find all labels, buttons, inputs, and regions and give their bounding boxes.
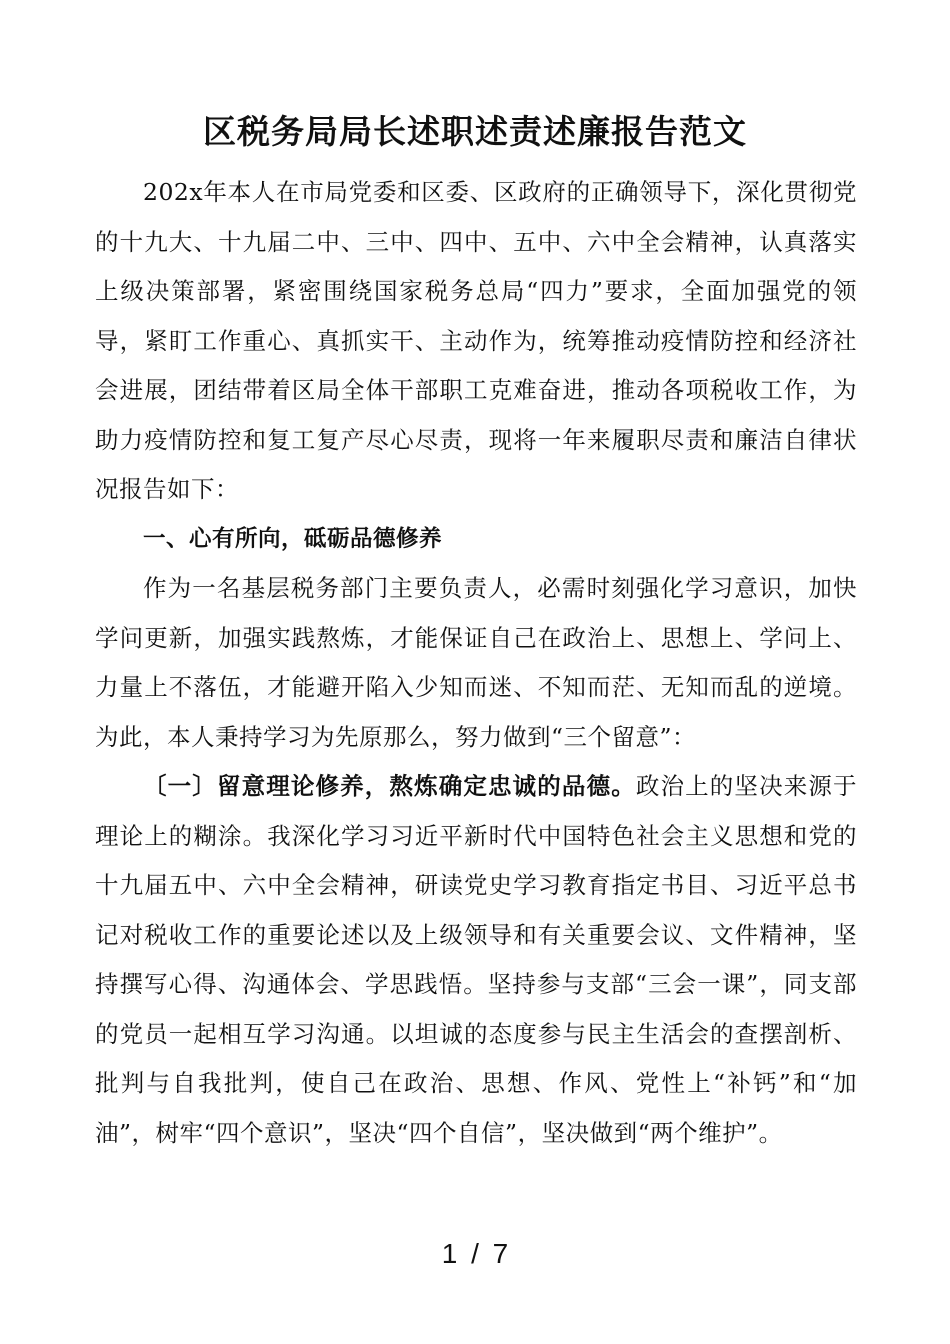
section-1-paragraph: 作为一名基层税务部门主要负责人，必需时刻强化学习意识，加快学问更新，加强实践熬炼，才能保证自己在政治上、思想上、学问上、力量上不落伍，才能避开陷入少知而迷、不知而茫、无知而乱的逆境。为此，本人秉持学习为先原那么，努力做到“三个留意”： [95,574,857,751]
subsection-1-lead: 〔一〕留意理论修养，熬炼确定忠诚的品德。 [143,772,636,800]
document-body [95,168,857,1158]
page-number: 1 / 7 [441,1238,509,1269]
subsection-1-paragraph [95,762,857,1158]
intro-paragraph: 202x年本人在市局党委和区委、区政府的正确领导下，深化贯彻党的十九大、十九届二中、三中、四中、五中、六中全会精神，认真落实上级决策部署，紧密围绕国家税务总局“四力”要求，全面加强党的领导，紧盯工作重心、真抓实干、主动作为，统筹推动疫情防控和经济社会进展，团结带着区局全体干部职工克难奋进，推动各项税收工作，为助力疫情防控和复工复产尽心尽责，现将一年来履职尽责和廉洁自律状况报告如下： [95,178,857,503]
subsection-1-body: 政治上的坚决来源于理论上的糊涂。我深化学习习近平新时代中国特色社会主义思想和党的十九届五中、六中全会精神，研读党史学习教育指定书目、习近平总书记对税收工作的重要论述以及上级领导和有关重要会议、文件精神，坚持撰写心得、沟通体会、学思践悟。坚持参与支部“三会一课”，同支部的党员一起相互学习沟通。以坦诚的态度参与民主生活会的查摆剖析、批判与自我批判，使自己在政治、思想、作风、党性上“补钙”和“加油”，树牢“四个意识”，坚决“四个自信”，坚决做到“两个维护”。 [95,772,858,1147]
section-1-heading: 一、心有所向，砥砺品德修养 [143,525,443,552]
document-title: 区税务局局长述职述责述廉报告范文 [203,112,747,151]
